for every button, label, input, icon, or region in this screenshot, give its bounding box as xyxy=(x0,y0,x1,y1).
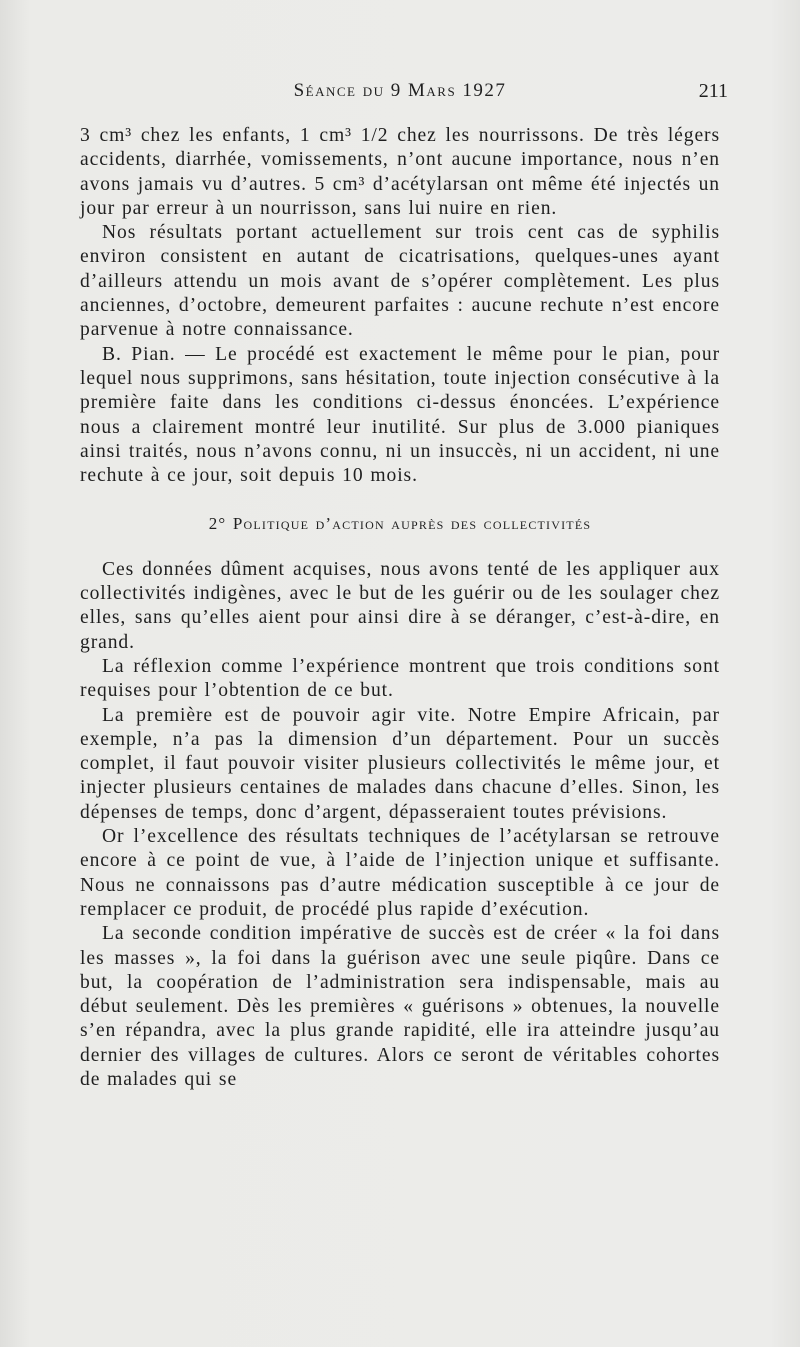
paragraph: Ces données dûment acquises, nous avons tenté de les appliquer aux collectivités indigènes, avec le but de les guérir ou de les soulager chez elles, sans qu’elles aient pour ainsi dire à se déranger, c’est-à-dire, en grand. xyxy=(80,558,720,653)
running-head: Séance du 9 Mars 1927 xyxy=(293,80,507,101)
paragraph: La seconde condition impérative de succès est de créer « la foi dans les masses », la foi dans la guérison avec une seule piqûre. Dans ce but, la coopération de l’administration sera indispensable, mais au début seulement. Dès les premières « guérisons » obtenues, la nouvelle s’en répandra, avec la plus grande rapidité, elle ira atteindre jusqu’au dernier des villages de cultures. Alors ce seront de véritables cohortes de malades qui se xyxy=(80,923,720,1090)
paragraph: Or l’excellence des résultats techniques de l’acétylarsan se retrouve encore à ce point de vue, à l’aide de l’injection unique et suffisante. Nous ne connaissons pas d’autre médication susceptible à ce jour de remplacer ce produit, de procédé plus rapide d’exécution. xyxy=(80,826,720,920)
page-number: 211 xyxy=(698,80,728,102)
paragraph: La réflexion comme l’expérience montrent que trois conditions sont requises pour l’obtention de ce but. xyxy=(80,655,720,702)
page-header xyxy=(80,80,728,110)
section-heading: 2° Politique d’action auprès des collectivités xyxy=(208,514,592,534)
paragraph: B. Pian. — Le procédé est exactement le même pour le pian, pour lequel nous supprimons, sans hésitation, toute injection consécutive à la première faite dans les conditions ci-dessus énoncées. L’expérience nous a clairement montré leur inutilité. Sur plus de 3.000 pianiques ainsi traités, nous n’avons connu, ni un insuccès, ni un accident, ni une rechute à ce jour, soit depuis 10 mois. xyxy=(80,343,720,487)
body-text xyxy=(80,124,720,1092)
paragraph: Nos résultats portant actuellement sur trois cent cas de syphilis environ consistent en autant de cicatrisations, quelques-unes ayant d’ailleurs attendu un mois avant de s’opérer complètement. Les plus anciennes, d’octobre, demeurent parfaites : aucune rechute n’est encore parvenue à notre connaissance. xyxy=(80,222,720,341)
paragraph: 3 cm³ chez les enfants, 1 cm³ 1/2 chez les nourrissons. De très légers accidents, diarrhée, vomissements, n’ont aucune importance, nous n’en avons jamais vu d’autres. 5 cm³ d’acétylarsan ont même été injectés un jour par erreur à un nourrisson, sans lui nuire en rien. xyxy=(80,125,720,219)
paragraph: La première est de pouvoir agir vite. Notre Empire Africain, par exemple, n’a pas la dimension d’un département. Pour un succès complet, il faut pouvoir visiter plusieurs collectivités le même jour, et injecter plusieurs centaines de malades dans chacune d’elles. Sinon, les dépenses de temps, donc d’argent, dépasseraient toutes prévisions. xyxy=(80,704,720,823)
